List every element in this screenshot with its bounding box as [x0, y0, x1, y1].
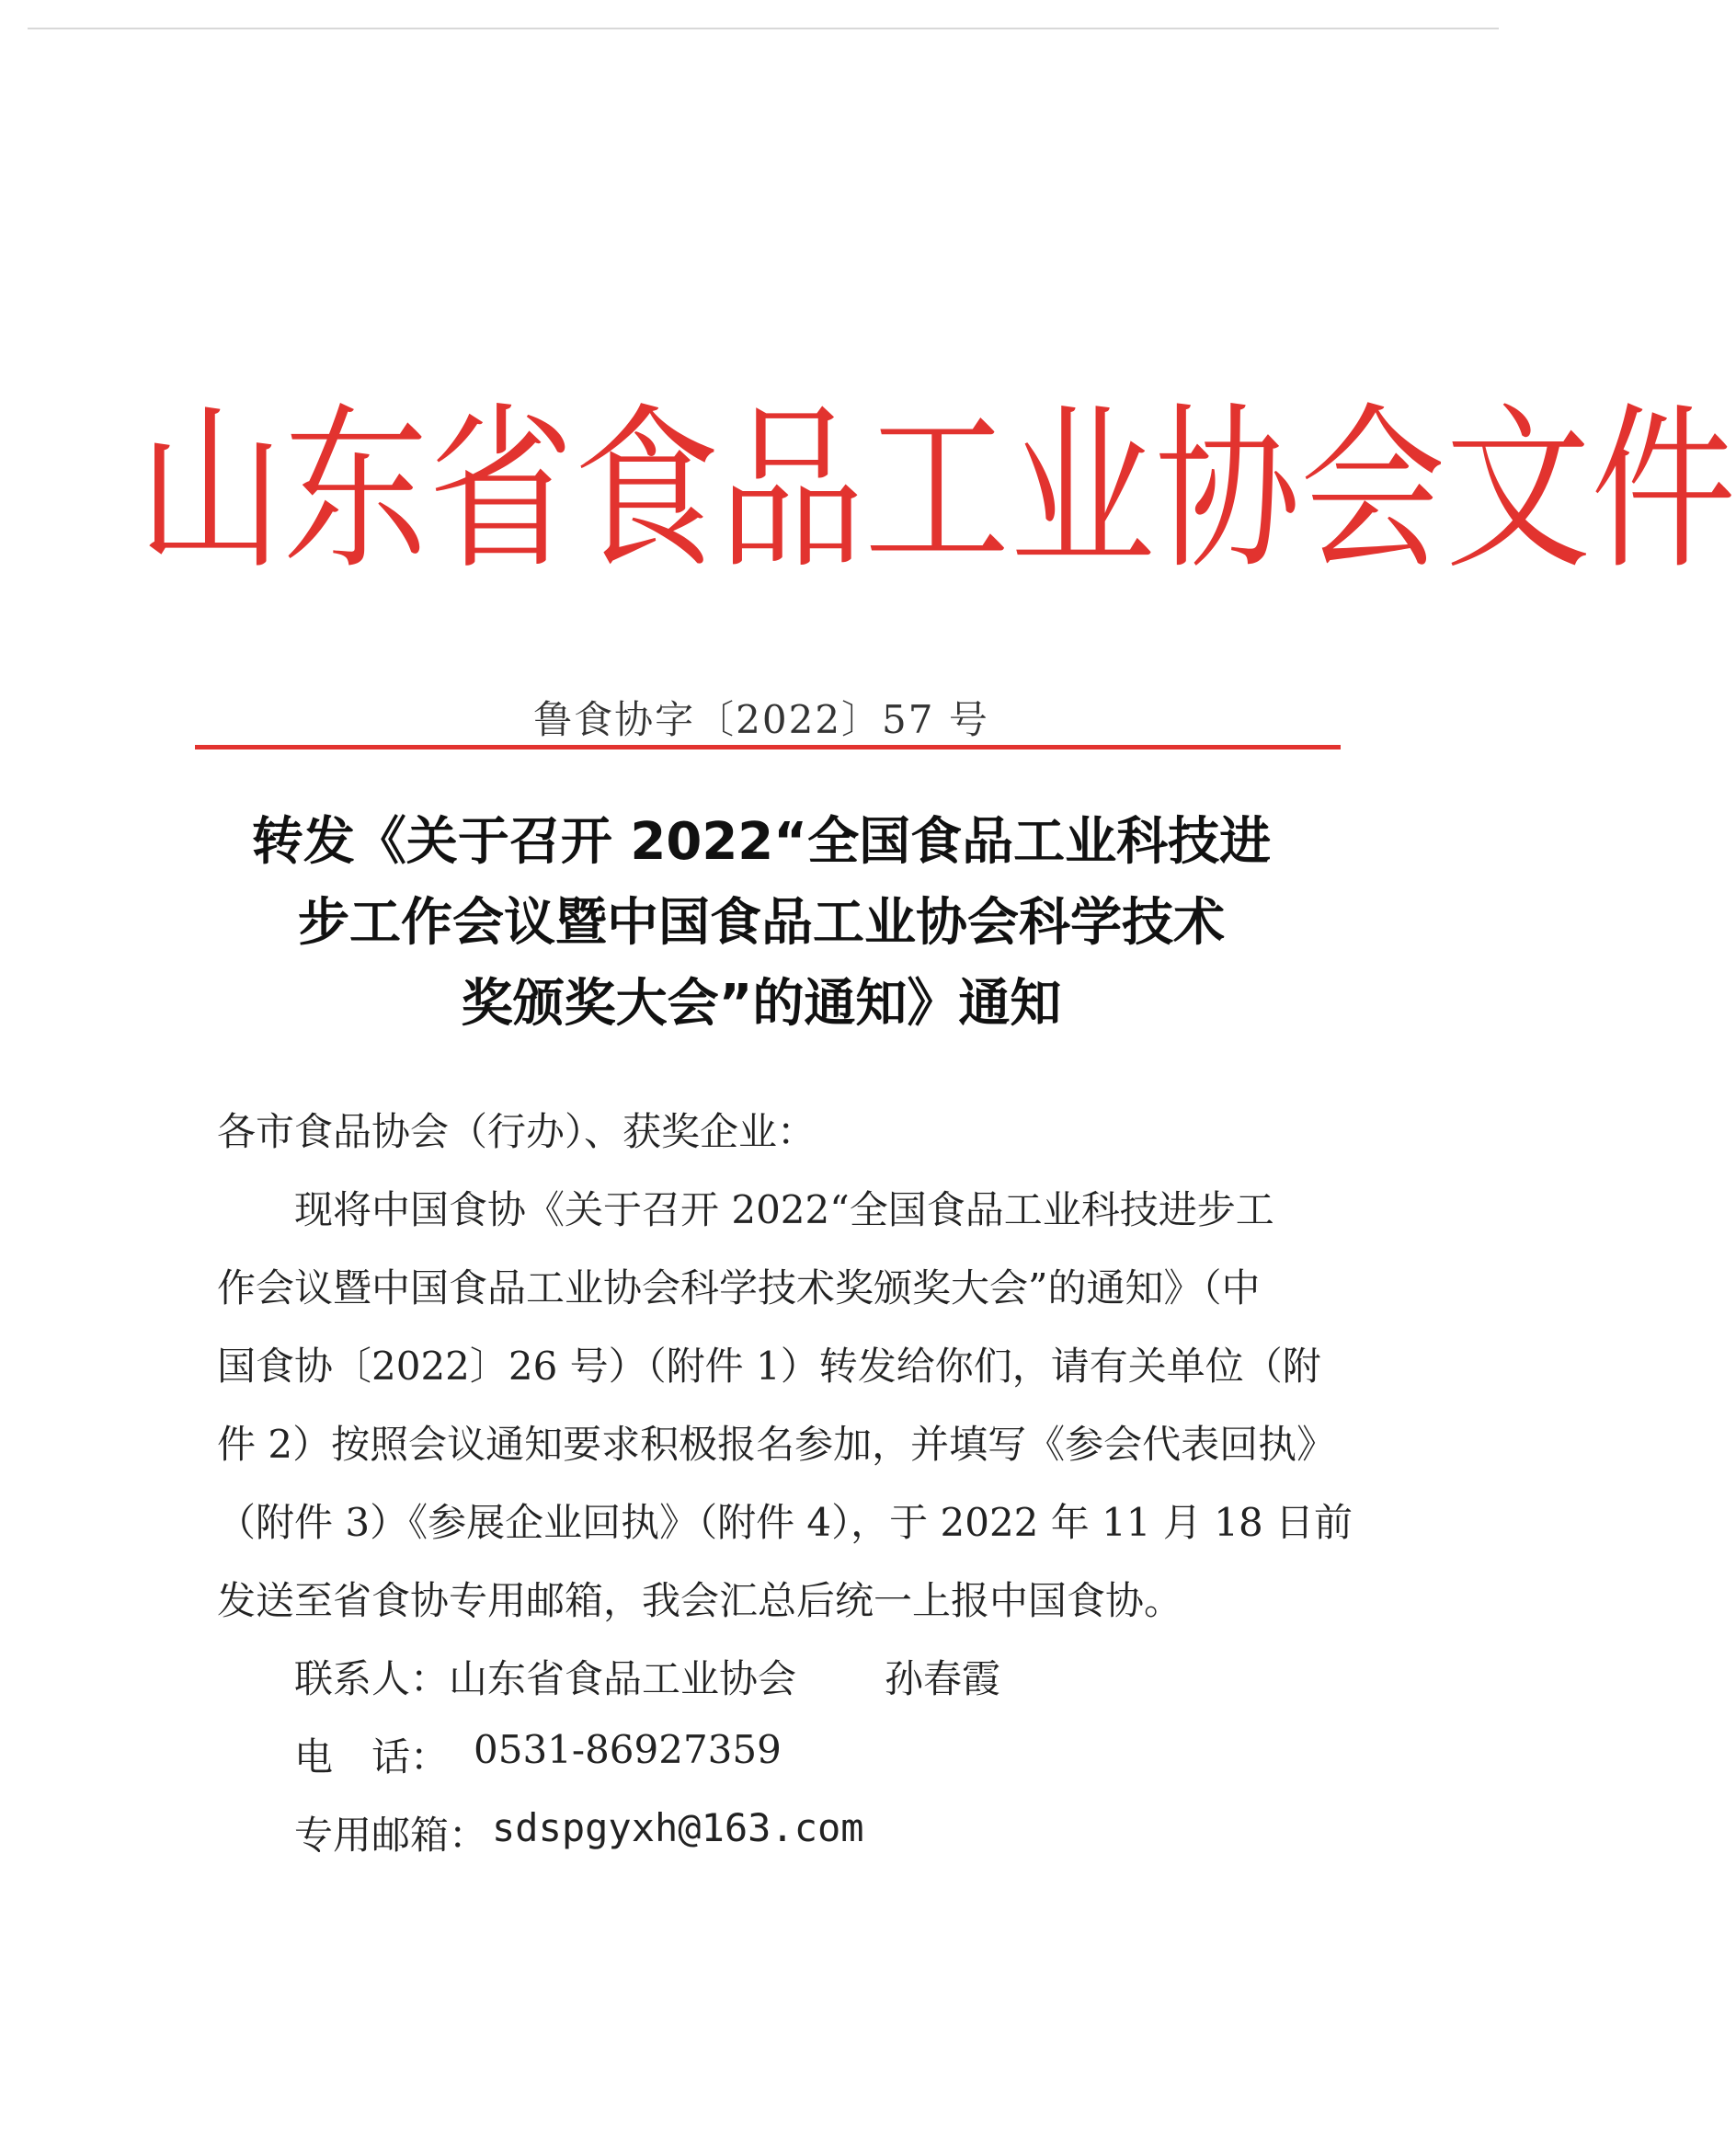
masthead-char: 省 — [428, 387, 574, 594]
masthead-char: 品 — [719, 387, 864, 594]
document-title — [147, 802, 1376, 1045]
paragraph-line: （附件 3）《参展企业回执》（附件 4），于 2022 年 11 月 18 日前 — [217, 1500, 1353, 1545]
masthead-char: 业 — [1010, 387, 1155, 594]
masthead-char: 东 — [283, 387, 428, 594]
contact-email-label: 专用邮箱： — [294, 1813, 488, 1858]
contact-phone-label: 电 话： — [294, 1734, 450, 1779]
scan-border-line — [28, 28, 1499, 29]
masthead-char: 山 — [138, 387, 283, 594]
paragraph-line: 国食协〔2022〕26 号）（附件 1）转发给你们，请有关单位（附 — [217, 1344, 1321, 1389]
masthead-char: 食 — [574, 387, 719, 594]
red-divider-line — [195, 745, 1341, 749]
paragraph-line: 发送至省食协专用邮箱，我会汇总后统一上报中国食协。 — [217, 1578, 1183, 1623]
title-line-1: 转发《关于召开 2022“全国食品工业科技进 — [251, 812, 1272, 872]
contact-email: sdspgyxh@163.com — [492, 1805, 864, 1850]
masthead-title — [138, 368, 1736, 594]
masthead-char: 件 — [1591, 387, 1736, 594]
masthead-char: 工 — [864, 387, 1010, 594]
contact-phone: 0531-86927359 — [474, 1727, 782, 1772]
masthead-char: 文 — [1445, 387, 1591, 594]
paragraph-line: 现将中国食协《关于召开 2022“全国食品工业科技进步工 — [294, 1187, 1274, 1232]
masthead-char: 会 — [1300, 387, 1445, 594]
title-line-2: 步工作会议暨中国食品工业协会科学技术 — [298, 893, 1225, 953]
paragraph-line: 作会议暨中国食品工业协会科学技术奖颁奖大会”的通知》（中 — [217, 1265, 1261, 1310]
contact-person-label: 联系人：山东省食品工业协会 — [294, 1656, 797, 1701]
masthead-char: 协 — [1155, 387, 1300, 594]
salutation: 各市食品协会（行办）、获奖企业： — [217, 1109, 817, 1154]
title-line-3: 奖颁奖大会”的通知》通知 — [461, 974, 1062, 1034]
contact-person-name: 孙春霞 — [885, 1656, 1001, 1701]
document-number: 鲁食协字〔2022〕57 号 — [533, 697, 989, 742]
paragraph-line: 件 2）按照会议通知要求积极报名参加，并填写《参会代表回执》 — [217, 1422, 1336, 1467]
